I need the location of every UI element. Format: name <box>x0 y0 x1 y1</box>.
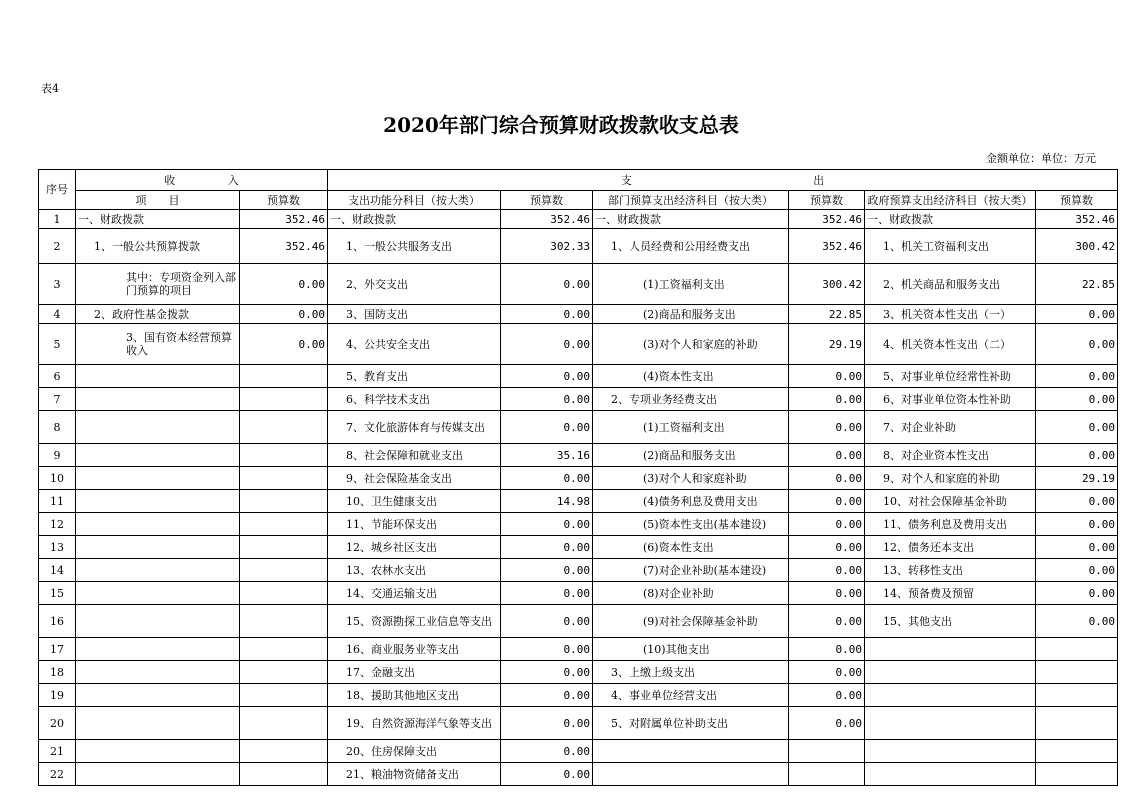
seq-cell: 21 <box>39 740 76 763</box>
dept-item-cell: (2)商品和服务支出 <box>593 444 789 467</box>
func-item-cell: 19、自然资源海洋气象等支出 <box>328 707 501 740</box>
table-row <box>39 411 1118 444</box>
income-amount-cell <box>240 467 328 490</box>
func-amount-cell: 0.00 <box>501 582 593 605</box>
income-amount-cell <box>240 684 328 707</box>
gov-amount-cell: 300.42 <box>1036 229 1118 264</box>
func-item-cell: 15、资源勘探工业信息等支出 <box>328 605 501 638</box>
gov-amount-cell: 0.00 <box>1036 605 1118 638</box>
func-item-cell: 5、教育支出 <box>328 365 501 388</box>
income-item-cell <box>76 763 240 786</box>
seq-cell: 8 <box>39 411 76 444</box>
gov-item-cell: 15、其他支出 <box>865 605 1036 638</box>
func-item-cell: 1、一般公共服务支出 <box>328 229 501 264</box>
seq-cell: 3 <box>39 264 76 305</box>
func-amount-cell: 0.00 <box>501 411 593 444</box>
func-amount-cell: 0.00 <box>501 536 593 559</box>
income-item-cell: 3、国有资本经营预算收入 <box>76 324 240 365</box>
income-amount-cell: 0.00 <box>240 305 328 324</box>
gov-item-cell: 5、对事业单位经常性补助 <box>865 365 1036 388</box>
dept-amount-cell: 0.00 <box>789 444 865 467</box>
dept-amount-cell: 0.00 <box>789 536 865 559</box>
table-row <box>39 229 1118 264</box>
gov-item-cell <box>865 638 1036 661</box>
dept-amount-cell: 0.00 <box>789 661 865 684</box>
income-amount-cell <box>240 707 328 740</box>
dept-amount-cell: 22.85 <box>789 305 865 324</box>
gov-item-cell <box>865 684 1036 707</box>
income-amount-cell <box>240 638 328 661</box>
dept-item-cell <box>593 740 789 763</box>
table-number: 表4 <box>41 82 59 95</box>
seq-cell: 22 <box>39 763 76 786</box>
dept-econ-header: 部门预算支出经济科目（按大类） <box>593 191 789 210</box>
income-amount-cell <box>240 411 328 444</box>
gov-item-cell: 1、机关工资福利支出 <box>865 229 1036 264</box>
func-item-cell: 21、粮油物资储备支出 <box>328 763 501 786</box>
seq-cell: 14 <box>39 559 76 582</box>
income-item-cell <box>76 513 240 536</box>
dept-item-cell: (4)资本性支出 <box>593 365 789 388</box>
func-amount-cell: 0.00 <box>501 305 593 324</box>
income-item-cell <box>76 661 240 684</box>
gov-item-cell <box>865 707 1036 740</box>
dept-item-cell: (2)商品和服务支出 <box>593 305 789 324</box>
dept-amount-cell: 352.46 <box>789 210 865 229</box>
func-amount-cell: 0.00 <box>501 605 593 638</box>
dept-amount-cell: 0.00 <box>789 490 865 513</box>
func-item-cell: 20、住房保障支出 <box>328 740 501 763</box>
func-item-cell: 10、卫生健康支出 <box>328 490 501 513</box>
budget-header-2: 预算数 <box>501 191 593 210</box>
income-amount-cell <box>240 388 328 411</box>
income-item-cell <box>76 388 240 411</box>
dept-item-cell: (7)对企业补助(基本建设) <box>593 559 789 582</box>
income-item-cell <box>76 490 240 513</box>
func-amount-cell: 352.46 <box>501 210 593 229</box>
dept-item-cell: 5、对附属单位补助支出 <box>593 707 789 740</box>
income-item-cell <box>76 638 240 661</box>
gov-amount-cell: 0.00 <box>1036 490 1118 513</box>
gov-amount-cell: 0.00 <box>1036 582 1118 605</box>
dept-item-cell: 一、财政拨款 <box>593 210 789 229</box>
dept-amount-cell: 352.46 <box>789 229 865 264</box>
gov-amount-cell <box>1036 763 1118 786</box>
income-item-cell <box>76 582 240 605</box>
dept-amount-cell: 0.00 <box>789 684 865 707</box>
seq-cell: 16 <box>39 605 76 638</box>
dept-item-cell: (10)其他支出 <box>593 638 789 661</box>
seq-cell: 20 <box>39 707 76 740</box>
dept-item-cell: (1)工资福利支出 <box>593 264 789 305</box>
income-amount-cell <box>240 444 328 467</box>
header-row-1 <box>39 170 1118 191</box>
func-item-cell: 13、农林水支出 <box>328 559 501 582</box>
gov-item-cell <box>865 740 1036 763</box>
gov-amount-cell: 0.00 <box>1036 388 1118 411</box>
seq-cell: 6 <box>39 365 76 388</box>
dept-item-cell: 2、专项业务经费支出 <box>593 388 789 411</box>
income-amount-cell: 0.00 <box>240 264 328 305</box>
dept-amount-cell <box>789 763 865 786</box>
func-item-cell: 17、金融支出 <box>328 661 501 684</box>
income-item-cell <box>76 411 240 444</box>
func-amount-cell: 0.00 <box>501 684 593 707</box>
budget-header-4: 预算数 <box>1036 191 1118 210</box>
gov-amount-cell: 352.46 <box>1036 210 1118 229</box>
gov-item-cell: 14、预备费及预留 <box>865 582 1036 605</box>
budget-table <box>38 169 1118 786</box>
table-row <box>39 444 1118 467</box>
income-amount-cell <box>240 536 328 559</box>
dept-item-cell: (6)资本性支出 <box>593 536 789 559</box>
gov-item-cell: 12、债务还本支出 <box>865 536 1036 559</box>
item-header: 项 目 <box>76 191 240 210</box>
table-row <box>39 513 1118 536</box>
income-amount-cell <box>240 490 328 513</box>
expense-header: 支 出 <box>328 170 1118 191</box>
func-item-cell: 一、财政拨款 <box>328 210 501 229</box>
gov-amount-cell <box>1036 740 1118 763</box>
seq-cell: 13 <box>39 536 76 559</box>
func-item-cell: 3、国防支出 <box>328 305 501 324</box>
table-row <box>39 264 1118 305</box>
dept-amount-cell: 0.00 <box>789 513 865 536</box>
table-row <box>39 305 1118 324</box>
income-item-cell <box>76 365 240 388</box>
gov-item-cell: 6、对事业单位资本性补助 <box>865 388 1036 411</box>
table-row <box>39 582 1118 605</box>
dept-amount-cell: 300.42 <box>789 264 865 305</box>
gov-amount-cell: 0.00 <box>1036 305 1118 324</box>
income-item-cell <box>76 605 240 638</box>
income-amount-cell <box>240 582 328 605</box>
func-amount-cell: 0.00 <box>501 740 593 763</box>
gov-item-cell: 9、对个人和家庭的补助 <box>865 467 1036 490</box>
table-row <box>39 388 1118 411</box>
dept-amount-cell: 0.00 <box>789 411 865 444</box>
seq-cell: 18 <box>39 661 76 684</box>
func-amount-cell: 0.00 <box>501 661 593 684</box>
budget-header-1: 预算数 <box>240 191 328 210</box>
gov-amount-cell: 0.00 <box>1036 324 1118 365</box>
gov-amount-cell <box>1036 707 1118 740</box>
gov-item-cell <box>865 763 1036 786</box>
gov-amount-cell: 0.00 <box>1036 536 1118 559</box>
func-amount-cell: 0.00 <box>501 467 593 490</box>
gov-amount-cell: 29.19 <box>1036 467 1118 490</box>
func-amount-cell: 35.16 <box>501 444 593 467</box>
func-amount-cell: 0.00 <box>501 388 593 411</box>
dept-amount-cell: 0.00 <box>789 467 865 490</box>
income-item-cell: 2、政府性基金拨款 <box>76 305 240 324</box>
seq-cell: 7 <box>39 388 76 411</box>
func-item-cell: 2、外交支出 <box>328 264 501 305</box>
func-amount-cell: 0.00 <box>501 638 593 661</box>
gov-amount-cell: 22.85 <box>1036 264 1118 305</box>
func-amount-cell: 0.00 <box>501 513 593 536</box>
budget-header-3: 预算数 <box>789 191 865 210</box>
func-item-cell: 8、社会保障和就业支出 <box>328 444 501 467</box>
dept-item-cell: 1、人员经费和公用经费支出 <box>593 229 789 264</box>
gov-item-cell: 10、对社会保障基金补助 <box>865 490 1036 513</box>
income-item-cell <box>76 740 240 763</box>
seq-cell: 2 <box>39 229 76 264</box>
dept-item-cell: 3、上缴上级支出 <box>593 661 789 684</box>
func-item-cell: 11、节能环保支出 <box>328 513 501 536</box>
gov-item-cell: 8、对企业资本性支出 <box>865 444 1036 467</box>
dept-amount-cell: 0.00 <box>789 559 865 582</box>
income-item-cell <box>76 444 240 467</box>
dept-item-cell: (8)对企业补助 <box>593 582 789 605</box>
seq-cell: 1 <box>39 210 76 229</box>
seq-cell: 9 <box>39 444 76 467</box>
seq-cell: 11 <box>39 490 76 513</box>
dept-amount-cell: 0.00 <box>789 638 865 661</box>
income-amount-cell: 352.46 <box>240 229 328 264</box>
seq-cell: 19 <box>39 684 76 707</box>
gov-econ-header: 政府预算支出经济科目（按大类） <box>865 191 1036 210</box>
dept-item-cell: (5)资本性支出(基本建设) <box>593 513 789 536</box>
income-item-cell <box>76 559 240 582</box>
table-row <box>39 490 1118 513</box>
gov-item-cell <box>865 661 1036 684</box>
income-amount-cell <box>240 763 328 786</box>
income-amount-cell <box>240 365 328 388</box>
table-row <box>39 684 1118 707</box>
table-row <box>39 210 1118 229</box>
income-amount-cell: 352.46 <box>240 210 328 229</box>
func-item-cell: 14、交通运输支出 <box>328 582 501 605</box>
gov-amount-cell: 0.00 <box>1036 559 1118 582</box>
gov-amount-cell: 0.00 <box>1036 444 1118 467</box>
income-amount-cell <box>240 605 328 638</box>
gov-item-cell: 7、对企业补助 <box>865 411 1036 444</box>
seq-cell: 12 <box>39 513 76 536</box>
page-title: 2020年部门综合预算财政拨款收支总表 <box>383 113 739 137</box>
seq-cell: 5 <box>39 324 76 365</box>
unit-label: 金额单位：单位：万元 <box>986 152 1096 165</box>
table-row <box>39 661 1118 684</box>
func-amount-cell: 0.00 <box>501 365 593 388</box>
gov-item-cell: 4、机关资本性支出（二） <box>865 324 1036 365</box>
header-row-2 <box>39 191 1118 210</box>
gov-item-cell: 3、机关资本性支出（一） <box>865 305 1036 324</box>
income-item-cell: 1、一般公共预算拨款 <box>76 229 240 264</box>
table-row <box>39 638 1118 661</box>
income-item-cell: 一、财政拨款 <box>76 210 240 229</box>
dept-item-cell <box>593 763 789 786</box>
func-amount-cell: 0.00 <box>501 324 593 365</box>
table-row <box>39 467 1118 490</box>
table-row <box>39 605 1118 638</box>
func-amount-cell: 14.98 <box>501 490 593 513</box>
dept-item-cell: (9)对社会保障基金补助 <box>593 605 789 638</box>
func-item-cell: 18、援助其他地区支出 <box>328 684 501 707</box>
func-item-cell: 7、文化旅游体育与传媒支出 <box>328 411 501 444</box>
income-amount-cell: 0.00 <box>240 324 328 365</box>
income-item-cell <box>76 536 240 559</box>
seq-cell: 4 <box>39 305 76 324</box>
dept-amount-cell: 0.00 <box>789 605 865 638</box>
table-row <box>39 763 1118 786</box>
income-item-cell <box>76 467 240 490</box>
gov-amount-cell <box>1036 661 1118 684</box>
dept-amount-cell: 0.00 <box>789 707 865 740</box>
income-amount-cell <box>240 559 328 582</box>
gov-amount-cell: 0.00 <box>1036 365 1118 388</box>
income-amount-cell <box>240 661 328 684</box>
dept-amount-cell: 0.00 <box>789 582 865 605</box>
table-row <box>39 740 1118 763</box>
dept-amount-cell: 0.00 <box>789 388 865 411</box>
income-item-cell <box>76 684 240 707</box>
func-item-cell: 6、科学技术支出 <box>328 388 501 411</box>
dept-item-cell: (3)对个人和家庭的补助 <box>593 324 789 365</box>
dept-item-cell: (1)工资福利支出 <box>593 411 789 444</box>
table-row <box>39 707 1118 740</box>
seq-cell: 15 <box>39 582 76 605</box>
func-amount-cell: 302.33 <box>501 229 593 264</box>
func-amount-cell: 0.00 <box>501 559 593 582</box>
income-amount-cell <box>240 513 328 536</box>
gov-item-cell: 2、机关商品和服务支出 <box>865 264 1036 305</box>
dept-amount-cell: 0.00 <box>789 365 865 388</box>
income-amount-cell <box>240 740 328 763</box>
gov-amount-cell <box>1036 684 1118 707</box>
func-amount-cell: 0.00 <box>501 264 593 305</box>
income-item-cell <box>76 707 240 740</box>
func-amount-cell: 0.00 <box>501 707 593 740</box>
gov-amount-cell: 0.00 <box>1036 513 1118 536</box>
table-row <box>39 559 1118 582</box>
table-row <box>39 324 1118 365</box>
gov-item-cell: 11、债务利息及费用支出 <box>865 513 1036 536</box>
seq-cell: 17 <box>39 638 76 661</box>
func-header: 支出功能分科目（按大类） <box>328 191 501 210</box>
func-item-cell: 16、商业服务业等支出 <box>328 638 501 661</box>
func-amount-cell: 0.00 <box>501 763 593 786</box>
income-header: 收 入 <box>76 170 328 191</box>
seq-cell: 10 <box>39 467 76 490</box>
dept-amount-cell: 29.19 <box>789 324 865 365</box>
income-item-cell: 其中：专项资金列入部门预算的项目 <box>76 264 240 305</box>
gov-amount-cell: 0.00 <box>1036 411 1118 444</box>
gov-amount-cell <box>1036 638 1118 661</box>
table-row <box>39 365 1118 388</box>
table-row <box>39 536 1118 559</box>
dept-item-cell: 4、事业单位经营支出 <box>593 684 789 707</box>
seq-header: 序号 <box>39 170 76 210</box>
dept-item-cell: (4)债务利息及费用支出 <box>593 490 789 513</box>
gov-item-cell: 一、财政拨款 <box>865 210 1036 229</box>
dept-item-cell: (3)对个人和家庭补助 <box>593 467 789 490</box>
dept-amount-cell <box>789 740 865 763</box>
func-item-cell: 12、城乡社区支出 <box>328 536 501 559</box>
func-item-cell: 4、公共安全支出 <box>328 324 501 365</box>
gov-item-cell: 13、转移性支出 <box>865 559 1036 582</box>
func-item-cell: 9、社会保险基金支出 <box>328 467 501 490</box>
